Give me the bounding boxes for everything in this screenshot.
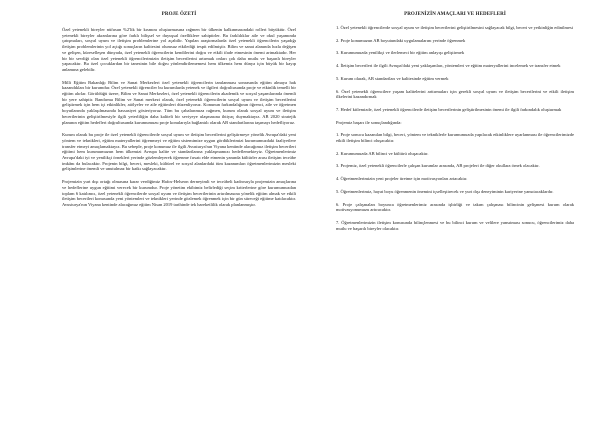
- goal-item-6: 6. Özel yetenekli öğrencilere yaşam kalitelerini arttırmaları için gerekli sosyal uyum ve iletişim becerilerini ve etkili iletişim ilkelerini kazandırmak: [336, 88, 574, 100]
- summary-paragraph-1: Özel yetenekli bireyler nüfusun %2'lik bir kısmını oluşturmasına rağmen bir ülkenin kalkınmasındaki rolleri büyüktür. Özel yetenekli bireyler akranlarına göre farklı bilişsel ve duyuşsal özelliklere sahiptirler. Bu farklılıklar aile ve okul yaşamında çatışmaları, sosyal uyum ve iletişim problemlerine yol açabilir. Yapılan araştırmalarda özel yetenekli öğrencilerin yaşadığı iletişim problemlerinin yol açtığı sonuçların kalitesini olumsuz etkilediği tespit edilmiştir. Bilim ve sanat alanında hızla değişen ve gelişen, küreselleşen dünyada, özel yetenekli öğrencilerin kendilerini doğru ve etkili ifade etmesinin önemi artmaktadır. Her bir bir sevdiği olan özel yetenekli öğrencilerimizin iletişim becerilerini artırmak onları çok daha mutlu ve başarılı bireyler yapacaktır. Bu özel çocuklardan bir tanesinin bile doğru yönlendirilememesi hem ülkemiz hem dünya için büyük bir kayıp anlamına gelebilir.: [62, 27, 296, 72]
- project-summary-title: PROJE ÖZETİ: [161, 12, 197, 17]
- summary-paragraph-4: Projemizin yurt dışı ortağı olmasına karar verdiğimiz Hafos-Helseon derneyimli ve tecrübeli kadrosuyla projemizin amaçlarına ve hedeflerine uygun eğitimi verecek bir kurumdur. Proje yönetim ekibimiz belirlediği seçim kriterlerine göre kurumumuzdan toplam 6 katılımcı, özel yetenekli öğrencilerde sosyal uyum ve iletişim becerilerinin artırılmasına yönelik eğitim almak ve etkili iletişim becerileri konusunda yeni yöntemleri ve teknikleri yerinde gözlemek öğrenmek için bir gün süreceği eğitime katılacaktır. Avusturya'nın Viyana kentinde alacağımız eğitim Nisan 2019 tarihinde tek hareketlilik olarak planlanmıştır.: [62, 179, 296, 207]
- outcome-item-5: 5. Öğretmenlerimiz, hayat boyu öğrenmenin önemini içselleştirecek ve yurt dışı deneyiminin kariyerine yansıtacaklardır.: [336, 188, 554, 194]
- outcome-item-2: 2. Kurumumuzda AB bilinci ve kültürü oluşacaktır.: [336, 150, 429, 156]
- goal-item-7: 7. Hedef kitlemizde, özel yetenekli öğrencilerde iletişim becerilerinin geliştirilmesinin önemi ile ilgili farkındalık oluşturmak: [336, 106, 562, 112]
- summary-paragraph-3: Kurum olarak bu proje ile özel yetenekli öğrencilerde sosyal uyum ve iletişim becerilerini geliştirmeye yönelik Avrupa'daki yeni yöntem ve teknikleri, eğitim materyallerini öğrenmeyi ve eğitim sistemimize uygun gördüklerimizi kurumumuzdaki faaliyetlere transfer etmeyi amaçlamaktayız. Bu sebeple, proje konumuz ile ilgili Avusturya'nın Viyana kentinde alacağımız iletişim becerileri eğitimi hem kurumumuzun hem ülkemizi Avrupa kalite ve standartlarına yaklaşmamızı hedeflemekteyiz. Öğretmenlerimiz Avrupa'daki iyi ve yenilikçi örnekleri yerinde gözlemleyerek öğrenme fırsatı elde etmenin yanında kültürler arası iletişim tecrübe imkânı da bulacaktır. Projenin bilgi, beceri, mesleki, kültürel ve sosyal alanlardaki tüm kazanımları öğretmenlerimizin mesleki gelişimlerine önemli ve unutulmaz bir katkı sağlayacaktır.: [62, 132, 296, 172]
- outcome-item-1: 1. Proje sonucu kazanılan bilgi, beceri, yöntem ve tekniklerle kurumumuzda yapılacak etkinliklere uyarlanması ile öğrencilerimizde etkili iletişim bilinci oluşacaktır.: [336, 132, 574, 144]
- goal-item-3: 3. Kurumumuzda yenilikçi ve ilerlemeci bir eğitim anlayışı geliştirmek: [336, 50, 465, 56]
- goal-item-5: 5. Kurum olarak, AB standartları ve kalitesinde eğitim vermek: [336, 75, 449, 81]
- outcome-item-6: 6. Proje çalışmaları boyunca öğretmenlerimiz arasında işbirliği ve takım çalışması bilincinin gelişmesi kurum olarak motivasyonumuzu artıracaktır.: [336, 201, 574, 213]
- outcome-item-4: 4. Öğretmenlerimizin yeni projeler üretme için motivasyonları artacaktır.: [336, 176, 468, 182]
- goal-item-4: 4. İletişim becerileri ile ilgili Avrupa'daki yeni yaklaşımları, yöntemleri ve eğitim materyallerini incelemek ve transfer etmek: [336, 63, 561, 69]
- goal-item-2: 2. Proje konumuzun AB boyutundaki uygulamalarını yerinde öğrenmek: [336, 37, 466, 43]
- project-goals-title: PROJENİZİN AMAÇLARI VE HEDEFLERİ: [404, 12, 506, 17]
- project-goals-column: [336, 12, 574, 238]
- project-summary-column: [62, 12, 296, 213]
- summary-paragraph-2: Milli Eğitim Bakanlığı Bilim ve Sanat Merkezleri özel yetenekli öğrencilerin tanılanması sonrasında eğitim almaya hak kazandıkları bir kurumdur. Özel yetenekli öğrenciler bu kurumlarda yetenek ve ilgileri doğrultusunda proje ve etkinlik temelli bir eğitim alırlar. Görüldüğü üzere, Bilim ve Sanat Merkezleri, özel yetenekli öğrencilerin akademik ve sosyal yaşamlarında önemli bir yere sahiptir. Bandırma Bilim ve Sanat merkezi olarak, özel yetenekli öğrencilerin sosyal uyum ve iletişim becerilerini geliştirmek için hem içi etkinlikler, atölyeler ve aile eğitimleri düzenliyoruz. Konunun farkındalığının öğrenci, aile ve öğretmen boyutlarında yaklaşılmasında hassasiyet gösteriyoruz. Tüm bu çabalarımıza rağmen, kurum olarak sosyal uyum ve iletişim becerilerinin geliştirilmesiyle ilgili yeterliliğin daha kaliteli bir seviyeye ulaşmasına ihtiyaç duymaktayız. AB 2020 stratejik planının eğitim hedefleri doğrultusunda kurumumuzu proje konularıyla bağlantılı olarak AB standartlarına taşımayı hedefliyoruz.: [62, 79, 296, 125]
- goal-item-1: 1. Özel yetenekli öğrencilerde sosyal uyum ve iletişim becerilerini geliştirilmesini sağlayacak bilgi, beceri ve yetkinliğin edinilmesi: [336, 25, 574, 30]
- outcomes-intro: Projemiz başarı ile sonuçlandığında:: [336, 119, 402, 125]
- outcome-item-3: 3. Projemiz, özel yetenekli öğrencilerle çalışan kurumlar arasında, AB projeleri ile diğer okullara örnek olacaktır.: [336, 163, 540, 169]
- outcome-item-7: 7. Öğretmenlerimizin iletişim konusunda bilinçlenmesi ve bu bilinci kurum ve velilere yansıtması sonucu, öğrencilerimiz daha mutlu ve başarılı bireyler olacaktır.: [336, 219, 574, 231]
